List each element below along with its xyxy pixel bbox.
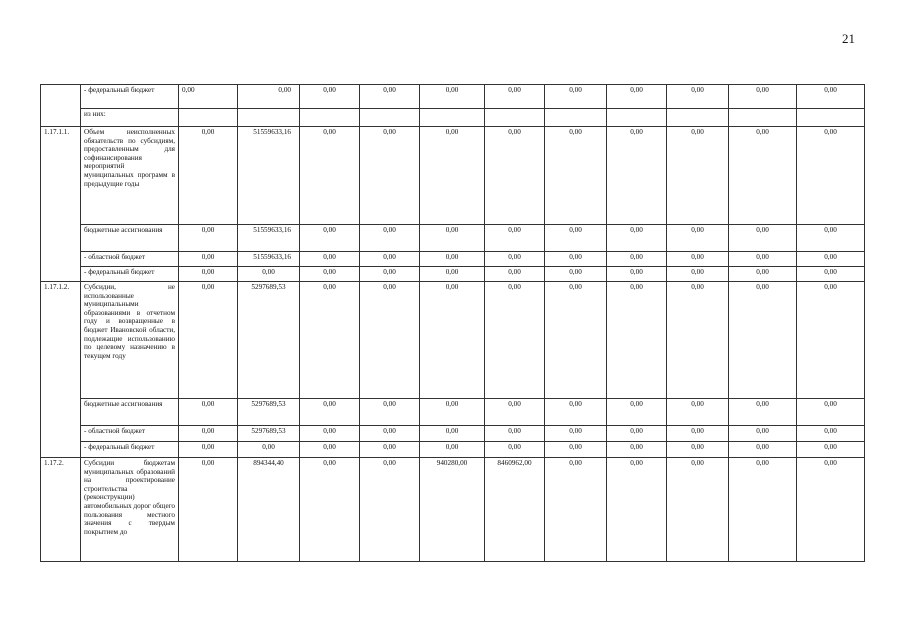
value-cell: 0,00: [545, 267, 607, 282]
table-row: [41, 426, 865, 442]
row-name: бюджетные ассигнования: [81, 225, 179, 252]
value-cell: 0,00: [485, 267, 545, 282]
value-cell: 0,00: [360, 442, 420, 458]
value-cell: 0,00: [360, 282, 420, 399]
value-cell: 0,00: [545, 458, 607, 562]
value-cell: 51559633,16: [238, 252, 300, 267]
row-name: - федеральный бюджет: [81, 267, 179, 282]
value-cell: 0,00: [179, 399, 238, 426]
value-cell: 0,00: [179, 267, 238, 282]
value-cell: 0,00: [797, 282, 865, 399]
value-cell: 0,00: [667, 252, 729, 267]
value-cell: 0,00: [179, 252, 238, 267]
value-cell: 5297689,53: [238, 426, 300, 442]
value-cell: 0,00: [667, 127, 729, 225]
row-code: 1.17.1.1.: [41, 127, 81, 282]
value-cell: 0,00: [729, 399, 797, 426]
row-name: Объем неисполненных обязательств по субсидиям, предоставленным для софинансирования мероприятий муниципальных программ в предыдущие годы: [81, 127, 179, 225]
value-cell: 51559633,16: [238, 127, 300, 225]
table-row: [41, 458, 865, 562]
value-cell: 0,00: [238, 267, 300, 282]
value-cell: 0,00: [545, 442, 607, 458]
value-cell: 0,00: [729, 442, 797, 458]
value-cell: [300, 109, 360, 127]
value-cell: 0,00: [300, 442, 360, 458]
value-cell: 0,00: [545, 426, 607, 442]
table-row: [41, 442, 865, 458]
value-cell: 0,00: [179, 442, 238, 458]
value-cell: 0,00: [729, 85, 797, 109]
value-cell: 0,00: [179, 426, 238, 442]
value-cell: 0,00: [667, 85, 729, 109]
value-cell: 0,00: [238, 85, 300, 109]
value-cell: 0,00: [797, 399, 865, 426]
value-cell: 0,00: [360, 252, 420, 267]
value-cell: 0,00: [300, 225, 360, 252]
value-cell: 0,00: [179, 225, 238, 252]
value-cell: 0,00: [420, 442, 485, 458]
value-cell: 0,00: [545, 127, 607, 225]
value-cell: [485, 109, 545, 127]
value-cell: 0,00: [485, 225, 545, 252]
value-cell: 0,00: [179, 85, 238, 109]
value-cell: 0,00: [360, 458, 420, 562]
value-cell: 0,00: [607, 267, 667, 282]
value-cell: [420, 109, 485, 127]
value-cell: 0,00: [667, 282, 729, 399]
table-row: [41, 399, 865, 426]
value-cell: 0,00: [667, 267, 729, 282]
value-cell: 0,00: [300, 267, 360, 282]
value-cell: 0,00: [729, 252, 797, 267]
value-cell: 0,00: [729, 127, 797, 225]
value-cell: 0,00: [300, 458, 360, 562]
row-code: [41, 85, 81, 127]
value-cell: [797, 109, 865, 127]
budget-table: [40, 84, 865, 562]
value-cell: 0,00: [485, 399, 545, 426]
value-cell: 0,00: [300, 127, 360, 225]
value-cell: 0,00: [797, 225, 865, 252]
table-row: [41, 85, 865, 109]
value-cell: 0,00: [797, 85, 865, 109]
value-cell: 0,00: [797, 252, 865, 267]
value-cell: 0,00: [420, 267, 485, 282]
row-name: Субсидии, не использованные муниципальными образованиями в отчетном году и возвращенные в бюджет Ивановской области, подлежащие использованию по целевому назначению в текущем году: [81, 282, 179, 399]
row-name: - федеральный бюджет: [81, 85, 179, 109]
table-row: [41, 267, 865, 282]
value-cell: 0,00: [545, 252, 607, 267]
value-cell: 5297689,53: [238, 282, 300, 399]
value-cell: 0,00: [607, 426, 667, 442]
row-name: Субсидии бюджетам муниципальных образований на проектирование строительства (реконструкции) автомобильных дорог общего пользования местного значения с твердым покрытием до: [81, 458, 179, 562]
value-cell: 0,00: [300, 399, 360, 426]
table-row: [41, 282, 865, 399]
value-cell: 0,00: [607, 282, 667, 399]
value-cell: 0,00: [607, 399, 667, 426]
value-cell: 0,00: [485, 426, 545, 442]
value-cell: 0,00: [667, 399, 729, 426]
value-cell: 0,00: [797, 458, 865, 562]
value-cell: 0,00: [667, 442, 729, 458]
value-cell: 0,00: [545, 282, 607, 399]
value-cell: 0,00: [485, 282, 545, 399]
value-cell: 0,00: [607, 458, 667, 562]
value-cell: 0,00: [300, 426, 360, 442]
value-cell: 0,00: [729, 282, 797, 399]
value-cell: [360, 109, 420, 127]
value-cell: 0,00: [485, 252, 545, 267]
page-number: 21: [842, 31, 855, 46]
row-name: бюджетные ассигнования: [81, 399, 179, 426]
value-cell: 0,00: [607, 442, 667, 458]
value-cell: 0,00: [607, 127, 667, 225]
value-cell: [729, 109, 797, 127]
value-cell: 0,00: [420, 252, 485, 267]
value-cell: 0,00: [360, 426, 420, 442]
value-cell: 0,00: [545, 85, 607, 109]
value-cell: 0,00: [797, 267, 865, 282]
row-code: 1.17.2.: [41, 458, 81, 562]
value-cell: 0,00: [179, 127, 238, 225]
value-cell: [238, 109, 300, 127]
row-name: из них:: [81, 109, 179, 127]
value-cell: 894344,40: [238, 458, 300, 562]
value-cell: [667, 109, 729, 127]
table-row: [41, 127, 865, 225]
value-cell: 0,00: [667, 458, 729, 562]
value-cell: 0,00: [179, 282, 238, 399]
value-cell: 0,00: [797, 127, 865, 225]
value-cell: [545, 109, 607, 127]
value-cell: 0,00: [729, 267, 797, 282]
value-cell: 0,00: [420, 225, 485, 252]
value-cell: [179, 109, 238, 127]
row-name: - областной бюджет: [81, 426, 179, 442]
value-cell: 0,00: [729, 458, 797, 562]
value-cell: 0,00: [360, 225, 420, 252]
row-code: 1.17.1.2.: [41, 282, 81, 458]
value-cell: 0,00: [360, 127, 420, 225]
value-cell: 0,00: [238, 442, 300, 458]
value-cell: 0,00: [420, 282, 485, 399]
value-cell: 0,00: [485, 85, 545, 109]
value-cell: 5297689,53: [238, 399, 300, 426]
value-cell: 0,00: [300, 252, 360, 267]
table-row: [41, 109, 865, 127]
value-cell: 0,00: [360, 267, 420, 282]
value-cell: 0,00: [300, 85, 360, 109]
value-cell: 940280,00: [420, 458, 485, 562]
value-cell: 0,00: [667, 426, 729, 442]
value-cell: 0,00: [545, 225, 607, 252]
value-cell: [607, 109, 667, 127]
value-cell: 0,00: [420, 85, 485, 109]
value-cell: 0,00: [360, 85, 420, 109]
value-cell: 0,00: [797, 442, 865, 458]
value-cell: 0,00: [179, 458, 238, 562]
row-name: - областной бюджет: [81, 252, 179, 267]
value-cell: 0,00: [545, 399, 607, 426]
value-cell: 0,00: [729, 426, 797, 442]
row-name: - федеральный бюджет: [81, 442, 179, 458]
value-cell: 0,00: [300, 282, 360, 399]
value-cell: 0,00: [607, 225, 667, 252]
value-cell: 0,00: [607, 252, 667, 267]
value-cell: 0,00: [485, 127, 545, 225]
table-row: [41, 252, 865, 267]
table-row: [41, 225, 865, 252]
value-cell: 51559633,16: [238, 225, 300, 252]
value-cell: 0,00: [420, 127, 485, 225]
value-cell: 0,00: [420, 426, 485, 442]
value-cell: 0,00: [729, 225, 797, 252]
value-cell: 8460962,00: [485, 458, 545, 562]
value-cell: 0,00: [360, 399, 420, 426]
value-cell: 0,00: [420, 399, 485, 426]
value-cell: 0,00: [607, 85, 667, 109]
value-cell: 0,00: [797, 426, 865, 442]
value-cell: 0,00: [485, 442, 545, 458]
value-cell: 0,00: [667, 225, 729, 252]
